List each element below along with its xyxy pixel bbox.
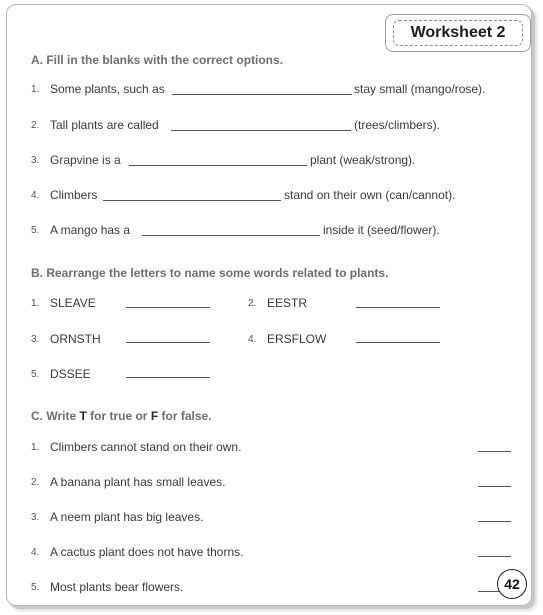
item-number: 3. [31, 334, 40, 345]
statement-text: A cactus plant does not have thorns. [50, 545, 244, 559]
item-number: 3. [31, 155, 40, 166]
answer-blank[interactable] [129, 165, 307, 166]
answer-blank[interactable] [478, 486, 511, 487]
scrambled-word: ERSFLOW [267, 332, 327, 346]
answer-blank[interactable] [126, 377, 210, 378]
scrambled-word: DSSEE [50, 367, 91, 381]
question-text: inside it (seed/flower). [323, 223, 440, 237]
answer-blank[interactable] [478, 521, 511, 522]
scrambled-word: SLEAVE [50, 296, 96, 310]
answer-blank[interactable] [356, 307, 440, 308]
question-text: Some plants, such as [50, 82, 165, 96]
statement-text: Climbers cannot stand on their own. [50, 440, 242, 454]
item-number: 1. [31, 442, 40, 453]
item-number: 1. [31, 298, 40, 309]
item-number: 5. [31, 225, 40, 236]
answer-blank[interactable] [172, 94, 352, 95]
question-text: stand on their own (can/cannot). [284, 188, 456, 202]
false-letter: F [150, 409, 159, 423]
answer-blank[interactable] [126, 342, 210, 343]
answer-blank[interactable] [103, 200, 281, 201]
question-text: plant (weak/strong). [310, 153, 416, 167]
answer-blank[interactable] [356, 342, 440, 343]
answer-blank[interactable] [478, 556, 511, 557]
answer-blank[interactable] [126, 307, 210, 308]
heading-text: C. Write [31, 409, 80, 423]
item-number: 3. [31, 512, 40, 523]
scrambled-word: EESTR [267, 296, 308, 310]
item-number: 5. [31, 582, 40, 593]
section-b-heading: B. Rearrange the letters to name some words related to plants. [31, 266, 389, 280]
item-number: 1. [31, 84, 40, 95]
worksheet-title: Worksheet 2 [393, 20, 523, 46]
section-a-heading: A. Fill in the blanks with the correct options. [31, 53, 284, 67]
true-letter: T [79, 409, 87, 423]
heading-text: for false. [158, 409, 212, 423]
question-text: A mango has a [50, 223, 131, 237]
section-c-heading [31, 409, 212, 423]
page-number-badge: 42 [497, 569, 527, 599]
item-number: 4. [31, 190, 40, 201]
question-text: Tall plants are called [50, 118, 159, 132]
worksheet-title-tab [385, 14, 531, 52]
item-number: 4. [31, 547, 40, 558]
question-text: Grapvine is a [50, 153, 121, 167]
scrambled-word: ORNSTH [50, 332, 101, 346]
question-text: (trees/climbers). [354, 118, 441, 132]
heading-text: for true or [86, 409, 151, 423]
answer-blank[interactable] [142, 235, 320, 236]
question-text: stay small (mango/rose). [354, 82, 486, 96]
item-number: 2. [248, 298, 257, 309]
item-number: 2. [31, 477, 40, 488]
statement-text: A banana plant has small leaves. [50, 475, 226, 489]
item-number: 5. [31, 369, 40, 380]
question-text: Climbers [50, 188, 98, 202]
answer-blank[interactable] [478, 591, 500, 592]
answer-blank[interactable] [171, 130, 351, 131]
statement-text: A neem plant has big leaves. [50, 510, 204, 524]
item-number: 4. [248, 334, 257, 345]
item-number: 2. [31, 120, 40, 131]
answer-blank[interactable] [478, 451, 511, 452]
statement-text: Most plants bear flowers. [50, 580, 184, 594]
